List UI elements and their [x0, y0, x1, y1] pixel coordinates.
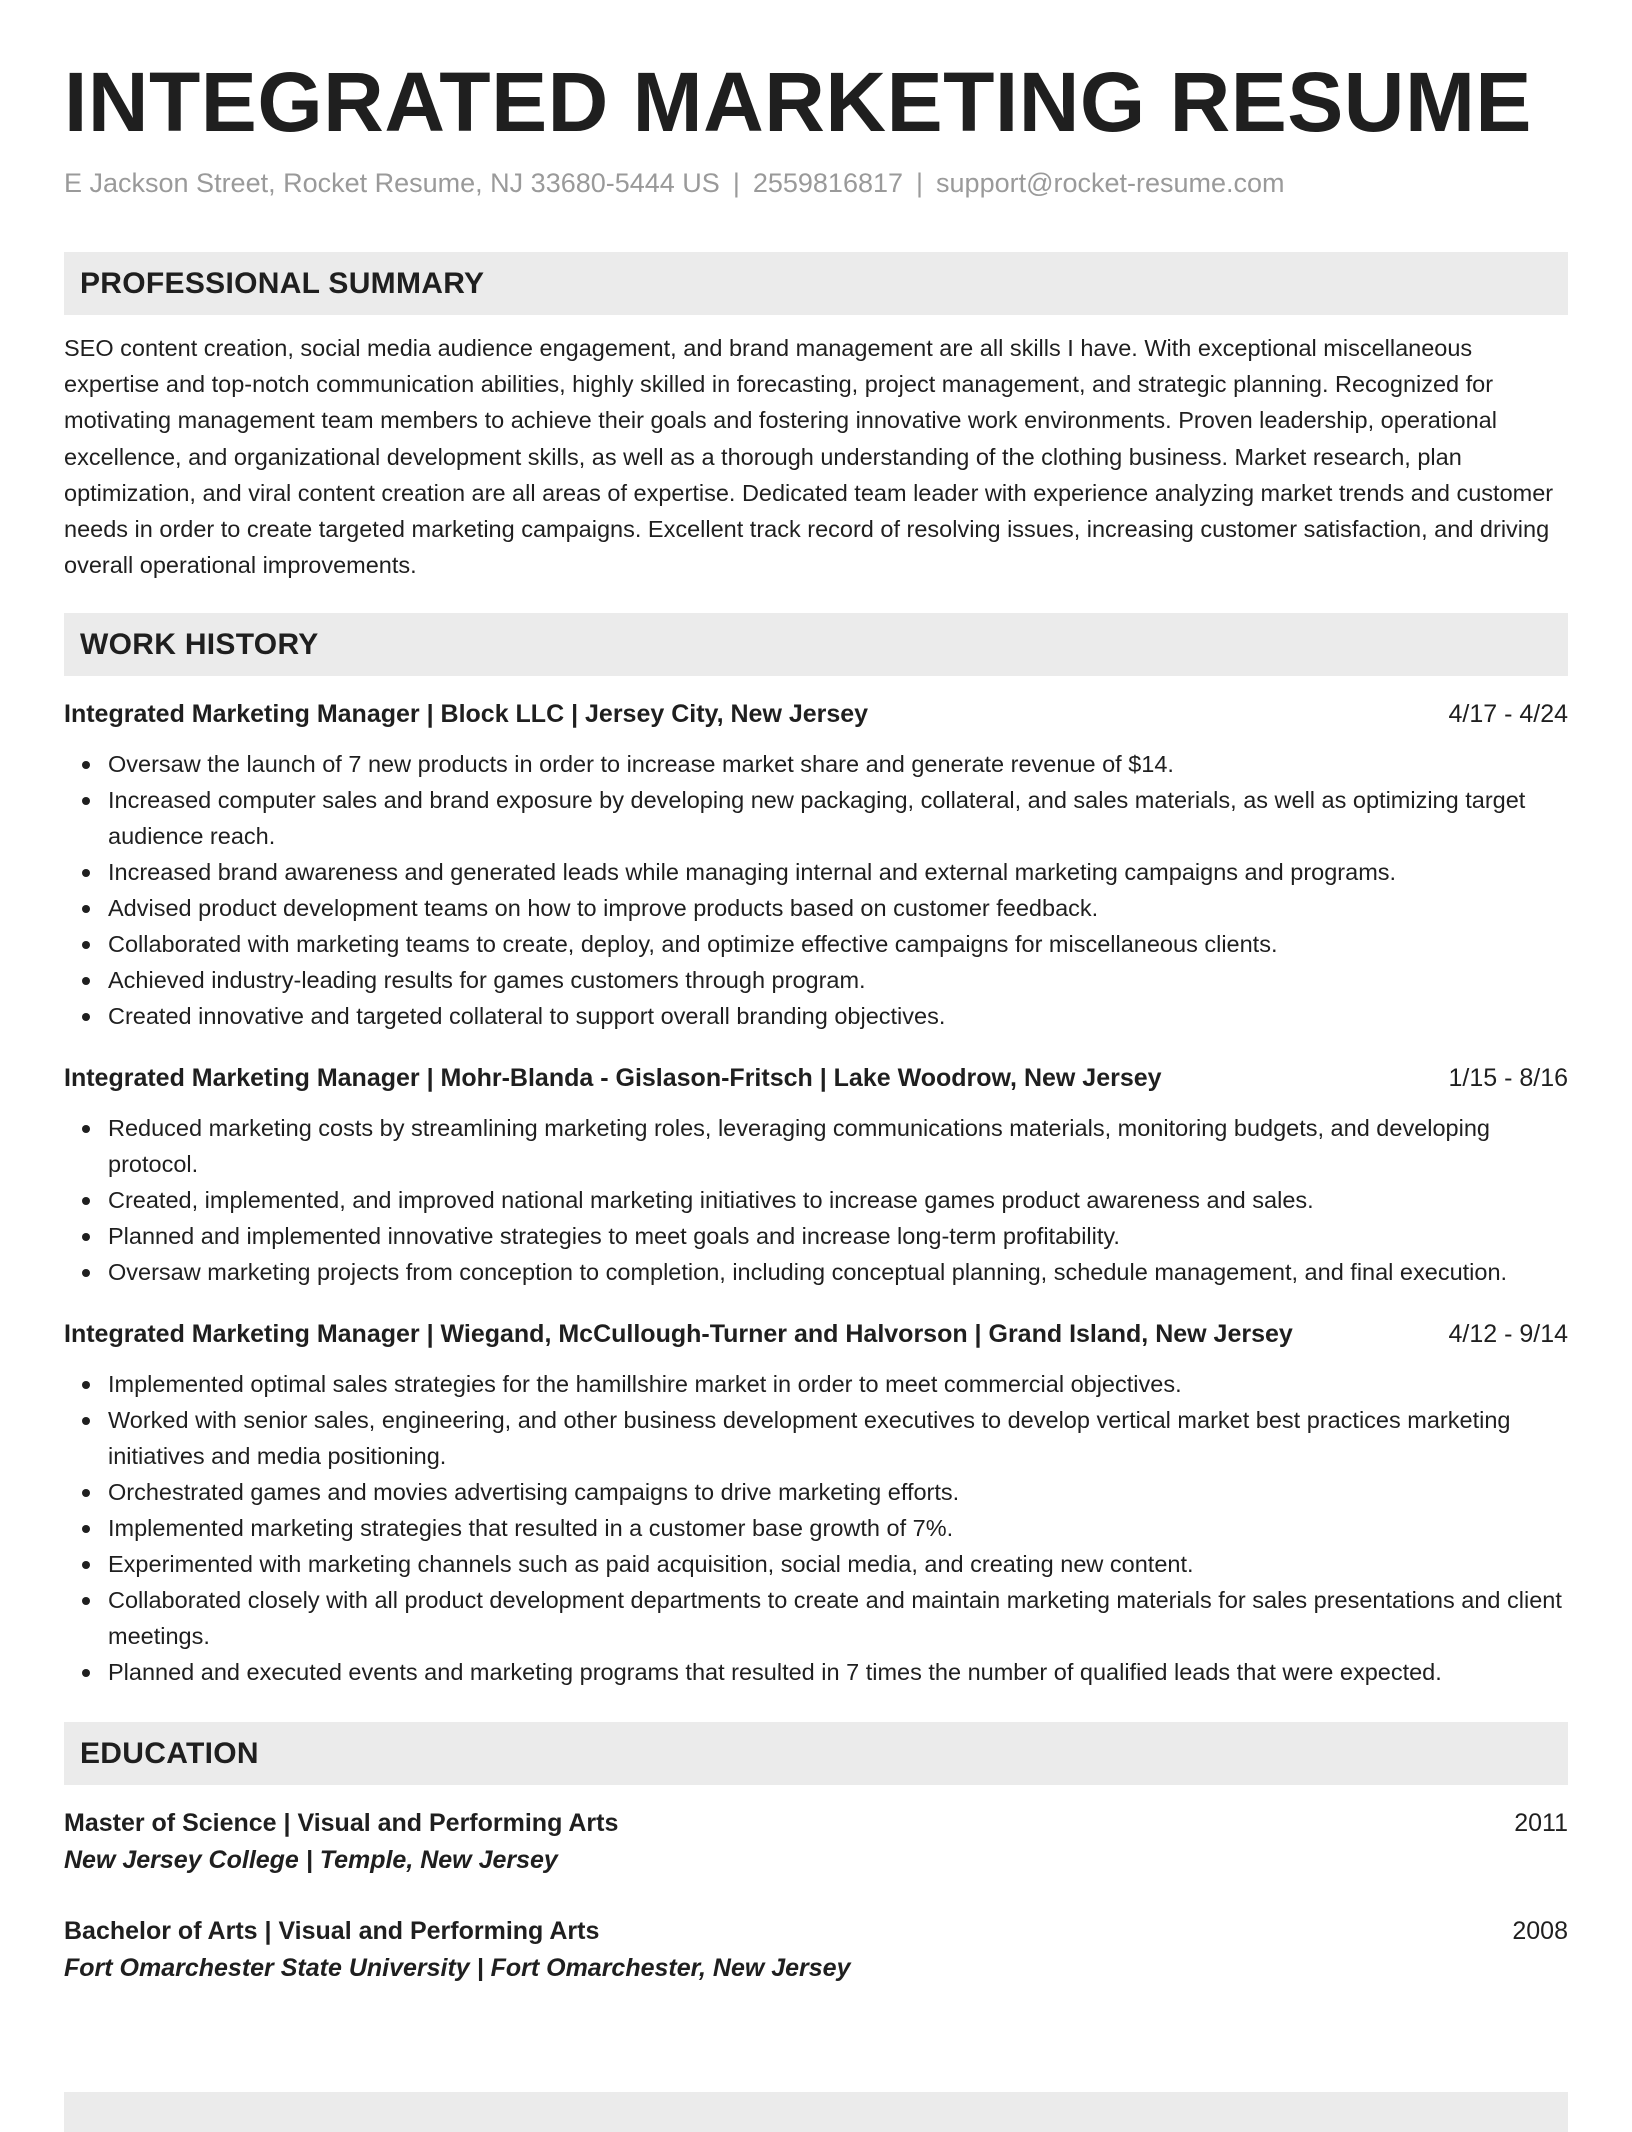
education-entry [64, 1913, 1568, 1987]
job-entry [64, 1316, 1568, 1690]
job-bullet: Increased brand awareness and generated leads while managing internal and external marketing campaigns and programs. [108, 854, 1568, 890]
job-bullet: Implemented marketing strategies that resulted in a customer base growth of 7%. [108, 1510, 1568, 1546]
job-header [64, 1060, 1568, 1096]
resume-page [64, 0, 1568, 1987]
contact-line [64, 166, 1568, 200]
job-bullets [64, 1110, 1568, 1290]
education-school: Fort Omarchester State University | Fort Omarchester, New Jersey [64, 1954, 851, 1983]
education-header [64, 1913, 1568, 1949]
contact-email: support@rocket-resume.com [936, 168, 1285, 198]
education-entry [64, 1805, 1568, 1879]
job-bullet: Achieved industry-leading results for games customers through program. [108, 962, 1568, 998]
job-bullet: Advised product development teams on how to improve products based on customer feedback. [108, 890, 1568, 926]
contact-separator: | [732, 168, 740, 198]
job-bullet: Oversaw marketing projects from conception to completion, including conceptual planning, schedule management, and final execution. [108, 1254, 1568, 1290]
job-entry [64, 1060, 1568, 1290]
resume-title: INTEGRATED MARKETING RESUME [64, 55, 1532, 149]
job-title: Integrated Marketing Manager | Mohr-Blanda - Gislason-Fritsch | Lake Woodrow, New Jersey [64, 1064, 1162, 1093]
job-bullet: Increased computer sales and brand exposure by developing new packaging, collateral, and sales materials, as well as optimizing target audience reach. [108, 782, 1568, 854]
section-heading-work-history: WORK HISTORY [64, 613, 1568, 676]
contact-phone: 2559816817 [752, 168, 904, 198]
job-dates: 4/17 - 4/24 [1448, 700, 1568, 729]
job-bullet: Reduced marketing costs by streamlining marketing roles, leveraging communications materials, monitoring budgets, and developing protocol. [108, 1110, 1568, 1182]
job-bullet: Experimented with marketing channels such as paid acquisition, social media, and creating new content. [108, 1546, 1568, 1582]
summary-text: SEO content creation, social media audience engagement, and brand management are all skills I have. With exceptional miscellaneous expertise and top-notch communication abilities, highly skilled in forecasting, project management, and strategic planning. Recognized for motivating management team members to achieve their goals and fostering innovative work environments. Proven leadership, operational excellence, and organizational development skills, as well as a thorough understanding of the clothing business. Market research, plan optimization, and viral content creation are all areas of expertise. Dedicated team leader with experience analyzing market trends and customer needs in order to create targeted marketing campaigns. Excellent track record of resolving issues, increasing customer satisfaction, and driving overall operational improvements. [64, 335, 1554, 579]
job-bullet: Collaborated with marketing teams to create, deploy, and optimize effective campaigns for miscellaneous clients. [108, 926, 1568, 962]
section-heading-summary: PROFESSIONAL SUMMARY [64, 252, 1568, 315]
job-bullet: Collaborated closely with all product development departments to create and maintain marketing materials for sales presentations and client meetings. [108, 1582, 1568, 1654]
education-degree: Master of Science | Visual and Performing Arts [64, 1809, 619, 1838]
job-bullet: Created, implemented, and improved national marketing initiatives to increase games product awareness and sales. [108, 1182, 1568, 1218]
job-dates: 4/12 - 9/14 [1448, 1320, 1568, 1349]
job-bullet: Worked with senior sales, engineering, and other business development executives to develop vertical market best practices marketing initiatives and media positioning. [108, 1402, 1568, 1474]
job-bullet: Orchestrated games and movies advertising campaigns to drive marketing efforts. [108, 1474, 1568, 1510]
job-bullet: Oversaw the launch of 7 new products in order to increase market share and generate revenue of $14. [108, 746, 1568, 782]
education-year: 2008 [1512, 1917, 1568, 1946]
education-school: New Jersey College | Temple, New Jersey [64, 1846, 558, 1875]
job-bullet: Created innovative and targeted collateral to support overall branding objectives. [108, 998, 1568, 1034]
section-heading-education: EDUCATION [64, 1722, 1568, 1785]
contact-address: E Jackson Street, Rocket Resume, NJ 33680-5444 US [64, 168, 720, 198]
education-header [64, 1805, 1568, 1841]
contact-separator: | [916, 168, 924, 198]
job-title: Integrated Marketing Manager | Block LLC | Jersey City, New Jersey [64, 700, 869, 729]
section-heading-bar-partial [64, 2092, 1568, 2132]
education-year: 2011 [1514, 1809, 1568, 1838]
job-bullet: Implemented optimal sales strategies for the hamillshire market in order to meet commercial objectives. [108, 1366, 1568, 1402]
job-bullets [64, 746, 1568, 1034]
job-header [64, 1316, 1568, 1352]
job-dates: 1/15 - 8/16 [1448, 1064, 1568, 1093]
job-entry [64, 696, 1568, 1034]
job-header [64, 696, 1568, 732]
education-degree: Bachelor of Arts | Visual and Performing Arts [64, 1917, 600, 1946]
job-bullets [64, 1366, 1568, 1690]
job-bullet: Planned and executed events and marketing programs that resulted in 7 times the number of qualified leads that were expected. [108, 1654, 1568, 1690]
job-bullet: Planned and implemented innovative strategies to meet goals and increase long-term profitability. [108, 1218, 1568, 1254]
job-title: Integrated Marketing Manager | Wiegand, McCullough-Turner and Halvorson | Grand Island, New Jersey [64, 1320, 1293, 1349]
